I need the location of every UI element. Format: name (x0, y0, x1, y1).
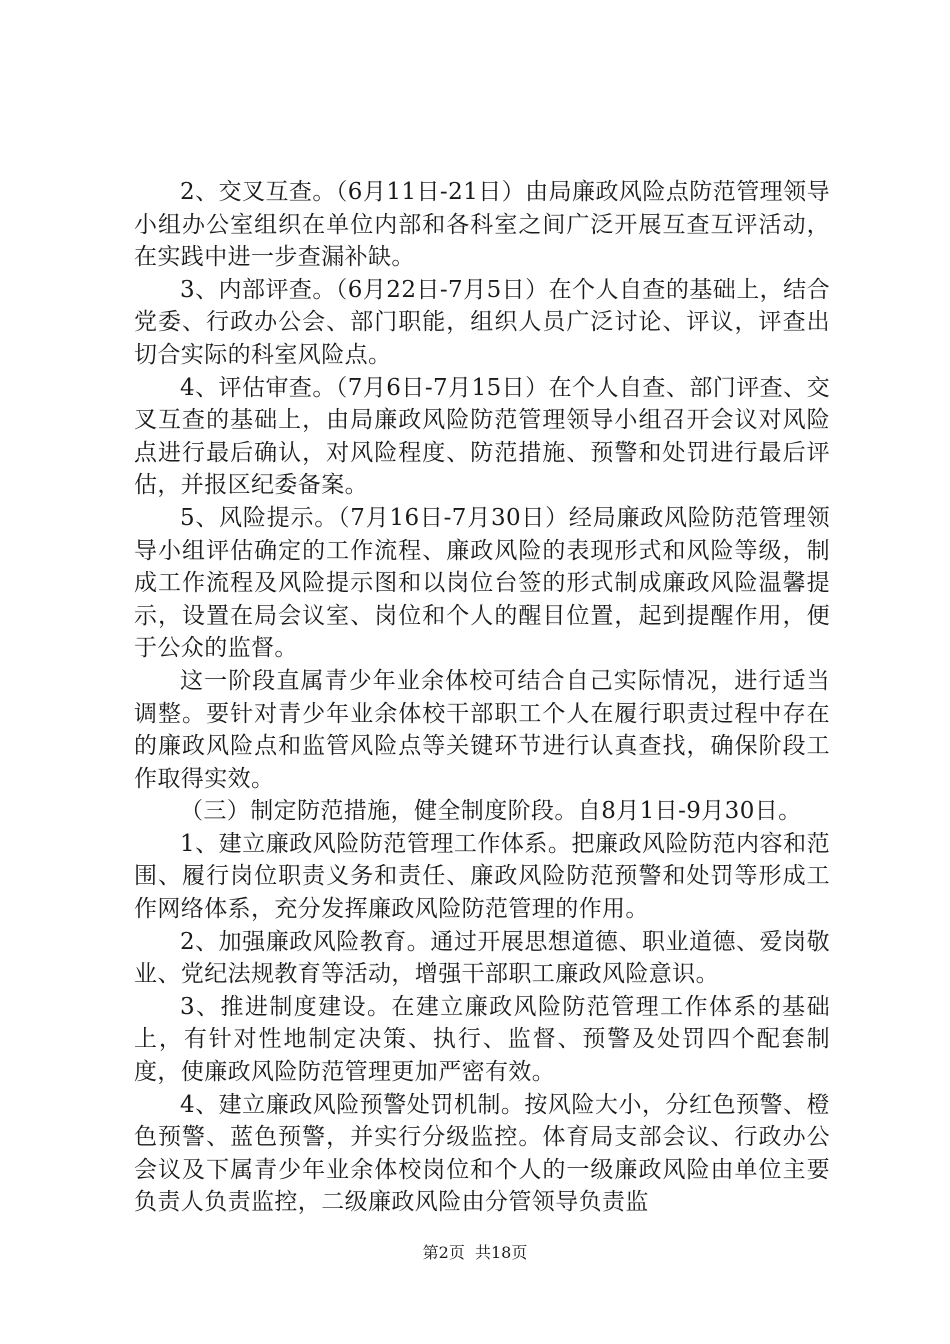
paragraph-warning-mechanism: 4、建立廉政风险预警处罚机制。按风险大小，分红色预警、橙色预警、蓝色预警，并实行分级监控。体育局支部会议、行政办公会议及下属青少年业余体校岗位和个人的一级廉政风险由单位主要负责人负责监控，二级廉政风险由分管领导负责监 (134, 1091, 830, 1216)
page-number: 第2页 共18页 (422, 1243, 528, 1262)
paragraph-work-system: 1、建立廉政风险防范管理工作体系。把廉政风险防范内容和范围、履行岗位职责义务和责任、廉政风险防范预警和处罚等形成工作网络体系，充分发挥廉政风险防范管理的作用。 (134, 830, 830, 923)
paragraph-system-building: 3、推进制度建设。在建立廉政风险防范管理工作体系的基础上，有针对性地制定决策、执行、监督、预警及处罚四个配套制度，使廉政风险防范管理更加严密有效。 (134, 993, 830, 1086)
document-body (134, 176, 830, 1219)
section-heading-stage-three: （三）制定防范措施，健全制度阶段。自8月1日-9月30日。 (180, 798, 802, 825)
paragraph-internal-review: 3、内部评查。（6月22日-7月5日）在个人自查的基础上，结合党委、行政办公会、部门职能，组织人员广泛讨论、评议，评查出切合实际的科室风险点。 (134, 276, 830, 368)
paragraph-risk-education: 2、加强廉政风险教育。通过开展思想道德、职业道德、爱岗敬业、党纪法规教育等活动，增强干部职工廉政风险意识。 (134, 928, 830, 988)
paragraph-risk-reminder: 5、风险提示。（7月16日-7月30日）经局廉政风险防范管理领导小组评估确定的工作流程、廉政风险的表现形式和风险等级，制成工作流程及风险提示图和以岗位台签的形式制成廉政风险温馨提示，设置在局会议室、岗位和个人的醒目位置，起到提醒作用，便于公众的监督。 (134, 504, 830, 662)
paragraph-cross-check: 2、交叉互查。（6月11日-21日）由局廉政风险点防范管理领导小组办公室组织在单位内部和各科室之间广泛开展互查互评活动，在实践中进一步查漏补缺。 (134, 179, 830, 271)
page-footer (0, 1240, 950, 1263)
paragraph-assessment-review: 4、评估审查。（7月6日-7月15日）在个人自查、部门评查、交叉互查的基础上，由局廉政风险防范管理领导小组召开会议对风险点进行最后确认，对风险程度、防范措施、预警和处罚进行最后评估，并报区纪委备案。 (134, 374, 830, 499)
paragraph-stage-note: 这一阶段直属青少年业余体校可结合自己实际情况，进行适当调整。要针对青少年业余体校干部职工个人在履行职责过程中存在的廉政风险点和监管风险点等关键环节进行认真查找，确保阶段工作取得实效。 (134, 667, 830, 792)
